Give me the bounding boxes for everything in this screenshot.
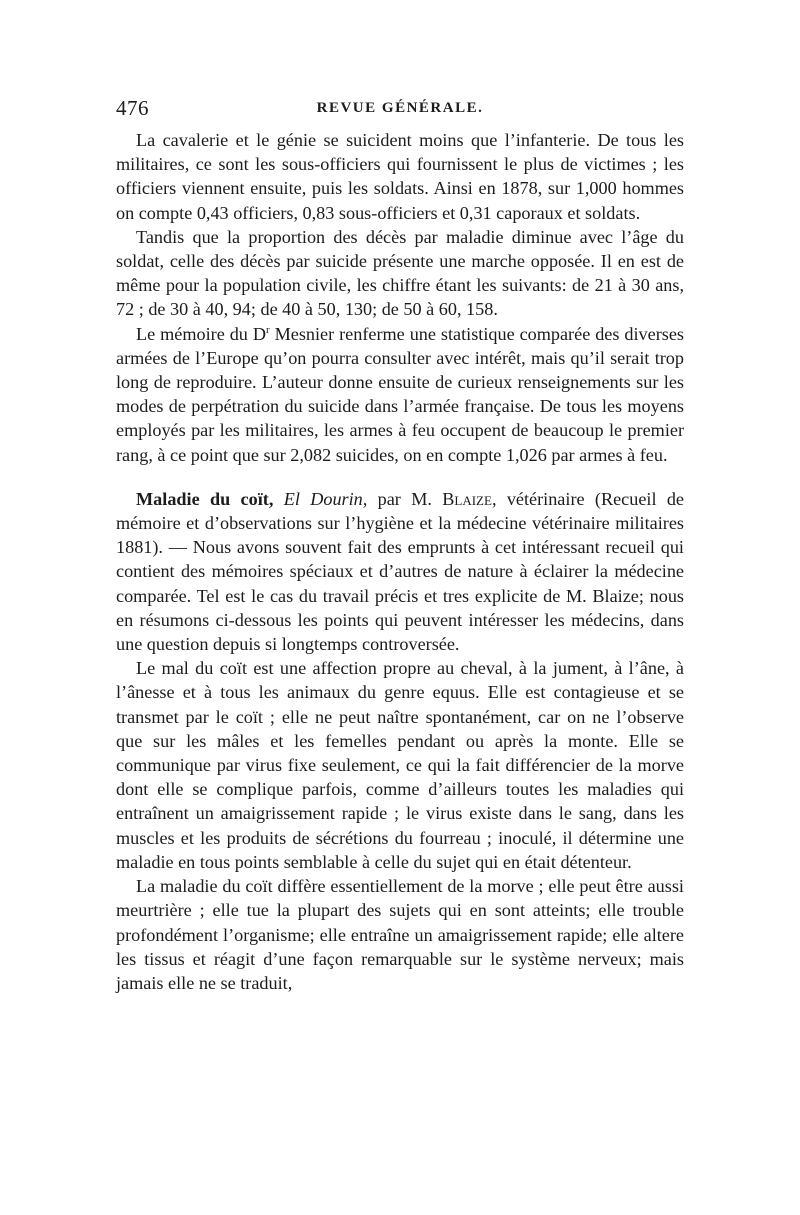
paragraph-disease-description: Le mal du coït est une affection propre au cheval, à la jument, à l’âne, à l’ânesse et à tous les animaux du genre equus. Elle est contagieuse et se transmet par le coït ; elle ne peut naître spontanément, car on ne l’observe que sur les mâles et les femelles pendant ou après la monte. Elle se communique par virus fixe seulement, ce qui la fait différencier de la morve dont elle se complique parfois, comme d’ailleurs toutes les maladies qui entraînent un amaigrissement rapide ; le virus existe dans le sang, dans les muscles et les produits de sécrétions du fourreau ; inoculé, il détermine une maladie en tous points semblable à celle du sujet qui en était détenteur.: [116, 658, 684, 872]
paragraph-mesnier-memoir: [116, 322, 684, 467]
doctor-superscript: r: [265, 323, 270, 336]
p3-body: Mesnier renferme une statistique comparée des diverses armées de l’Europe qu’on pourra consulter avec intérêt, mais qu’il serait trop long de reproduire. L’auteur donne ensuite de curieux renseignements sur les modes de perpétration du suicide dans l’armée française. De tous les moyens employés par les militaires, les armes à feu occupent de beaucoup le premier rang, à ce point que sur 2,082 suicides, on en compte 1,026 par armes à feu.: [116, 323, 684, 465]
p3-lead: Le mémoire du D: [136, 323, 266, 344]
paragraph-age-proportion: Tandis que la proportion des décès par maladie diminue avec l’âge du soldat, celle des décès par suicide présente une marche opposée. Il en est de même pour la population civile, les chiffre étant les suivants: de 21 à 30 ans, 72 ; de 30 à 40, 94; de 40 à 50, 130; de 50 à 60, 158.: [116, 226, 684, 320]
section-author: Blaize: [442, 488, 492, 509]
section-body: , vétérinaire (Recueil de mémoire et d’observations sur l’hygiène et la médecine vétérinaire militaires 1881). — Nous avons souvent fait des emprunts à cet intéressant recueil qui contient des mémoires spéciaux et d’autres de nature à éclairer la médecine comparée. Tel est le cas du travail précis et tres explicite de M. Blaize; nous en résumons ci-dessous les points qui peuvent intéresser les médecins, dans une question depuis si longtemps controversée.: [116, 488, 685, 655]
journal-title: REVUE GÉNÉRALE.: [316, 100, 484, 116]
book-page: [116, 96, 684, 995]
running-head: [116, 96, 684, 124]
paragraph-maladie-du-coit: [116, 487, 684, 656]
section-title: Maladie du coït,: [136, 488, 274, 509]
paragraph-infantry-suicide: La cavalerie et le génie se suicident moins que l’infanterie. De tous les militaires, ce sont les sous-officiers qui fournissent le plus de victimes ; les officiers viennent ensuite, puis les soldats. Ainsi en 1878, sur 1,000 hommes on compte 0,43 officiers, 0,83 sous-officiers et 0,31 caporaux et soldats.: [116, 130, 684, 223]
paragraph-morve-comparison: La maladie du coït diffère essentiellement de la morve ; elle peut être aussi meurtrière ; elle tue la plupart des sujets qui en sont atteints; elle trouble profondément l’organisme; elle entraîne un amaigrissement rapide; elle altere les tissus et réagit d’une façon remarquable sur le système nerveux; mais jamais elle ne se traduit,: [116, 876, 684, 993]
section-title-italic: El Dourin,: [283, 488, 368, 509]
body-text: [116, 128, 684, 995]
page-number: 476: [116, 96, 149, 120]
section-by: par M.: [367, 488, 443, 509]
